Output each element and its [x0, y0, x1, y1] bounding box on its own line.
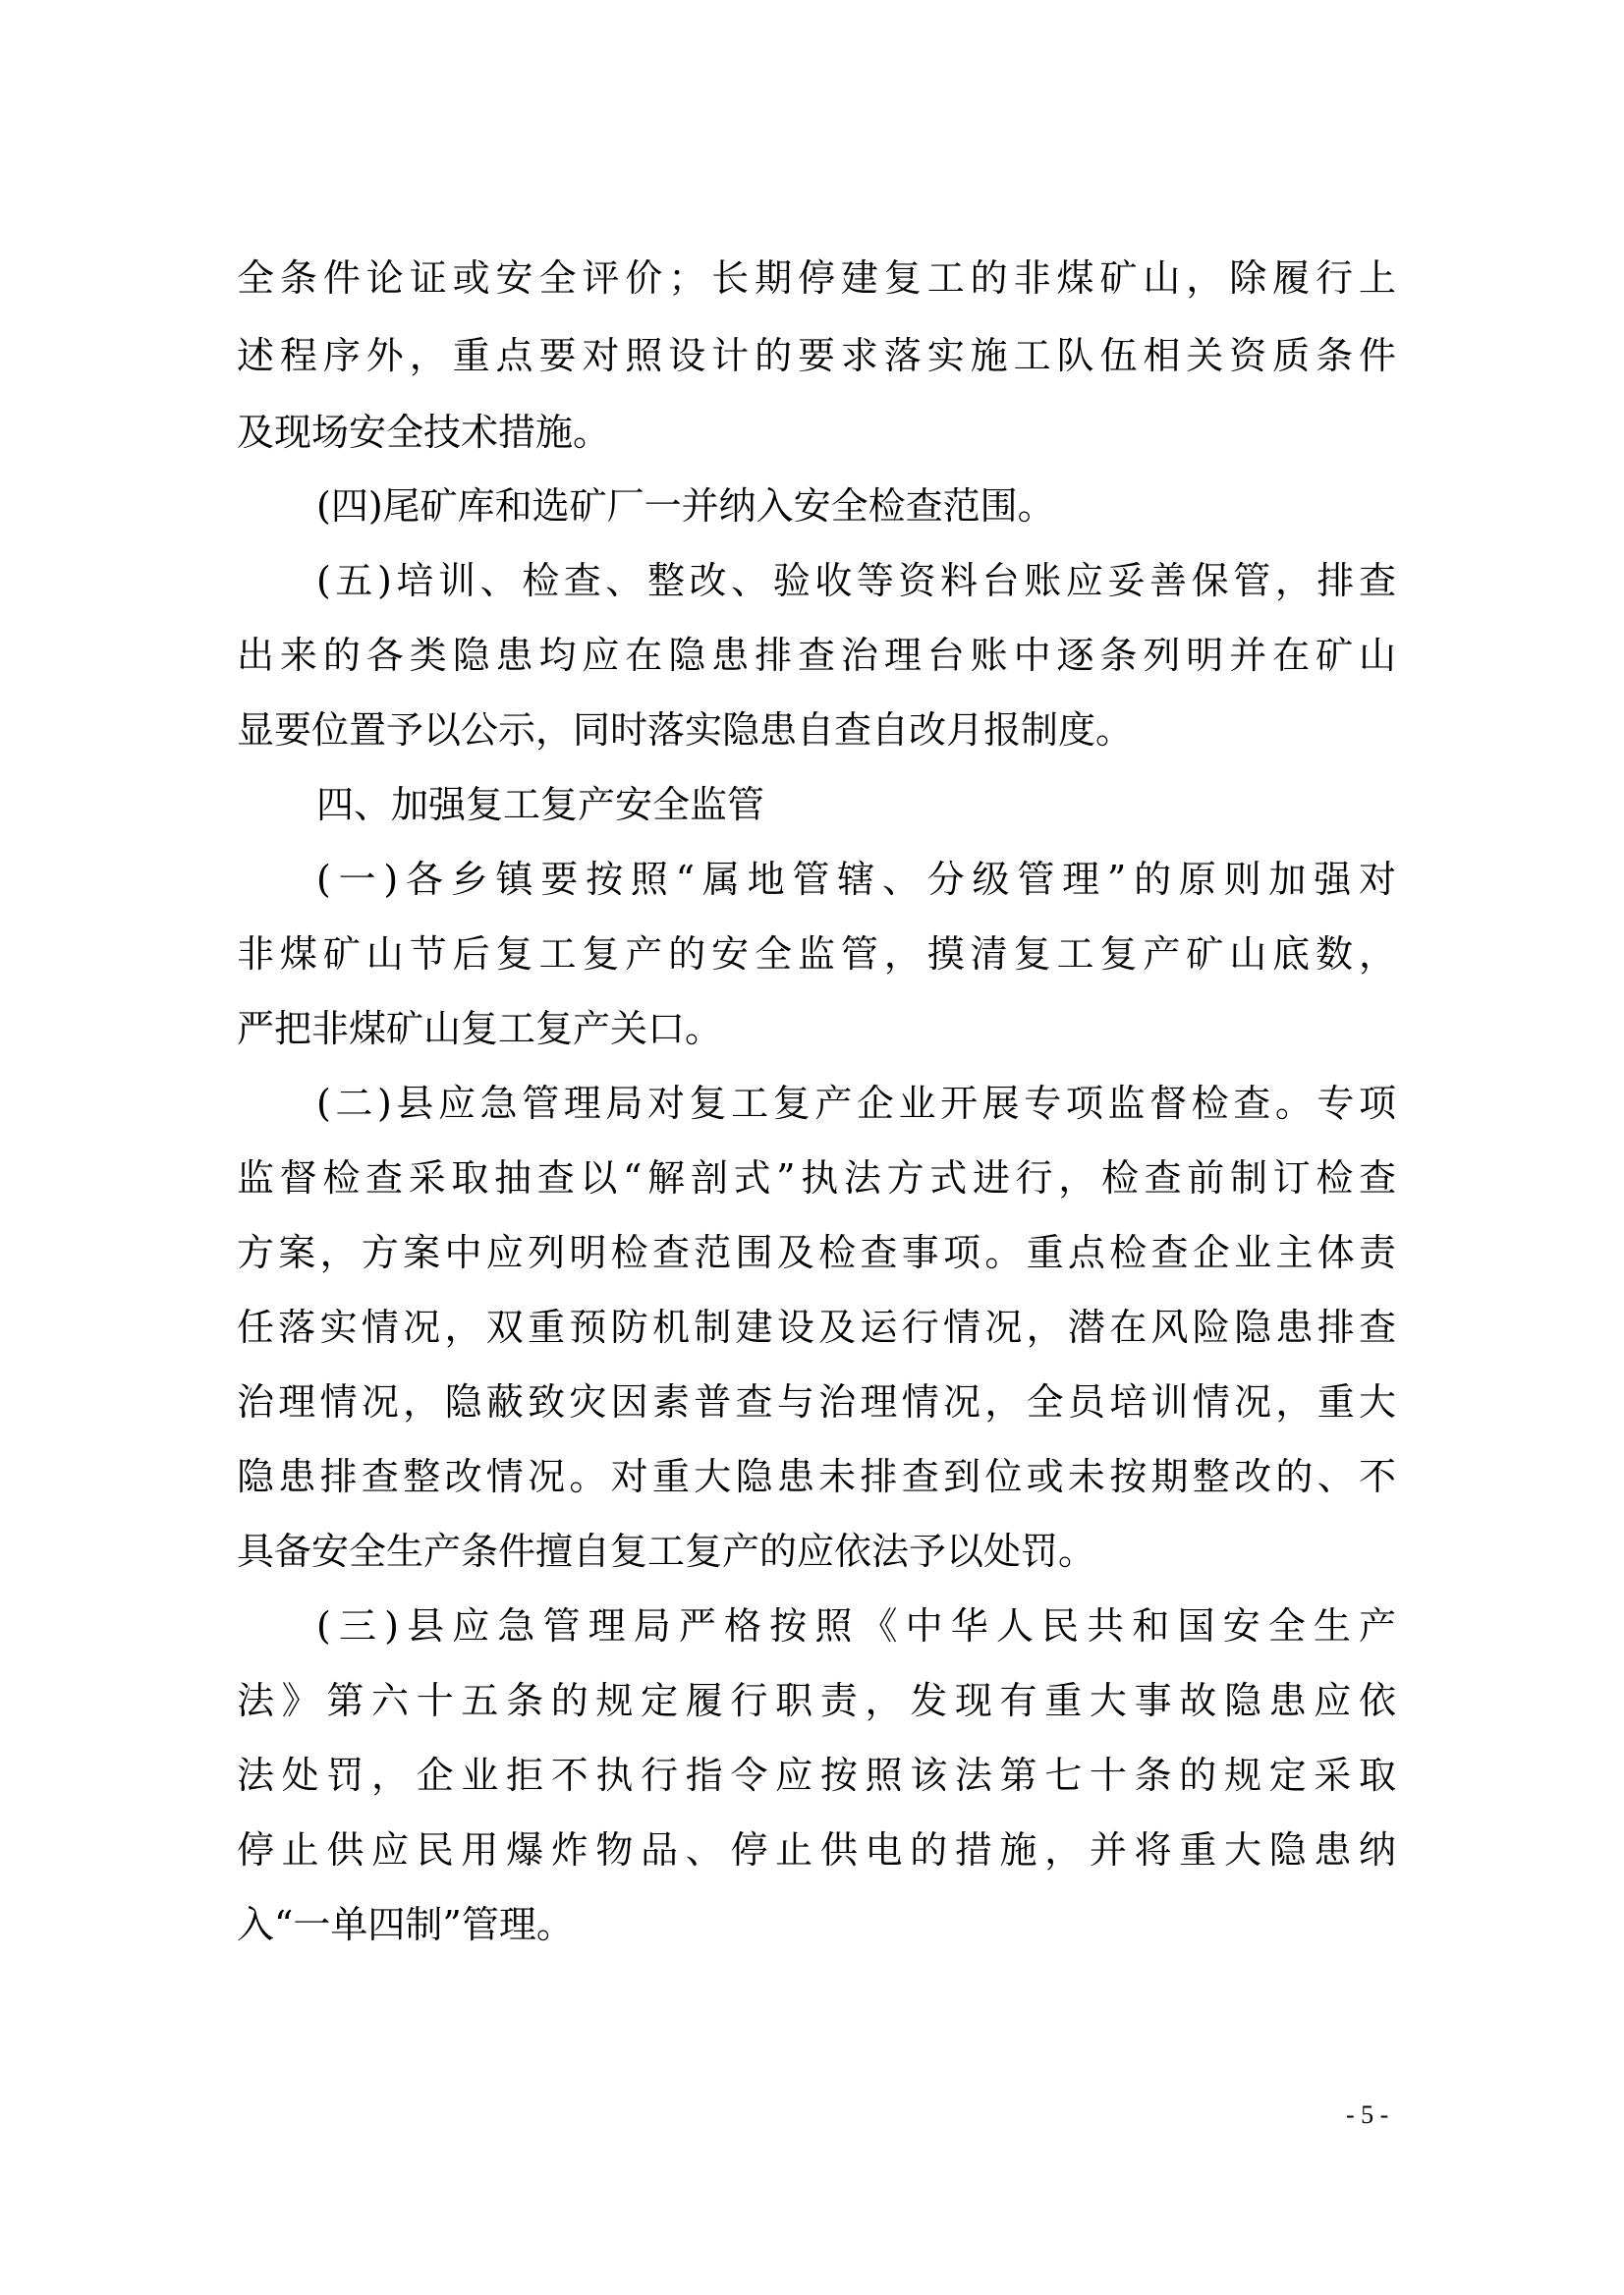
paragraph-line: (二)县应急管理局对复工复产企业开展专项监督检查。专项 [316, 1082, 1396, 1125]
paragraph-line: 方案，方案中应列明检查范围及检查事项。重点检查企业主体责 [237, 1231, 1396, 1274]
paragraph-line: (三)县应急管理局严格按照《中华人民共和国安全生产 [316, 1604, 1396, 1648]
paragraph-line: 入“一单四制”管理。 [237, 1903, 574, 1946]
paragraph-line: 出来的各类隐患均应在隐患排查治理台账中逐条列明并在矿山 [237, 634, 1396, 677]
paragraph-line: 严把非煤矿山复工复产关口。 [237, 1007, 723, 1050]
paragraph-line: 具备安全生产条件擅自复工复产的应依法予以处罚。 [237, 1530, 1096, 1573]
paragraph-line: (四)尾矿库和选矿厂一并纳入安全检查范围。 [316, 484, 1055, 528]
paragraph-line: 全条件论证或安全评价；长期停建复工的非煤矿山，除履行上 [237, 256, 1396, 300]
section-heading: 四、加强复工复产安全监管 [316, 783, 765, 826]
paragraph-line: (一)各乡镇要按照“属地管辖、分级管理”的原则加强对 [316, 858, 1396, 901]
paragraph-line: 及现场安全技术措施。 [237, 411, 611, 454]
paragraph-line: 治理情况，隐蔽致灾因素普查与治理情况，全员培训情况，重大 [237, 1380, 1396, 1424]
paragraph-line: (五)培训、检查、整改、验收等资料台账应妥善保管，排查 [316, 559, 1396, 602]
paragraph-line: 任落实情况，双重预防机制建设及运行情况，潜在风险隐患排查 [237, 1306, 1396, 1349]
paragraph-line: 述程序外，重点要对照设计的要求落实施工队伍相关资质条件 [237, 334, 1396, 377]
paragraph-line: 停止供应民用爆炸物品、停止供电的措施，并将重大隐患纳 [237, 1828, 1396, 1872]
paragraph-line: 非煤矿山节后复工复产的安全监管，摸清复工复产矿山底数， [237, 932, 1396, 976]
paragraph-line: 隐患排查整改情况。对重大隐患未排查到位或未按期整改的、不 [237, 1455, 1396, 1498]
paragraph-line: 监督检查采取抽查以“解剖式”执法方式进行，检查前制订检查 [237, 1156, 1396, 1200]
paragraph-line: 显要位置予以公示，同时落实隐患自查自改月报制度。 [237, 708, 1134, 752]
paragraph-line: 法》第六十五条的规定履行职责，发现有重大事故隐患应依 [237, 1679, 1396, 1722]
paragraph-line: 法处罚，企业拒不执行指令应按照该法第七十条的规定采取 [237, 1754, 1396, 1797]
page-number: - 5 - [1346, 2100, 1389, 2129]
